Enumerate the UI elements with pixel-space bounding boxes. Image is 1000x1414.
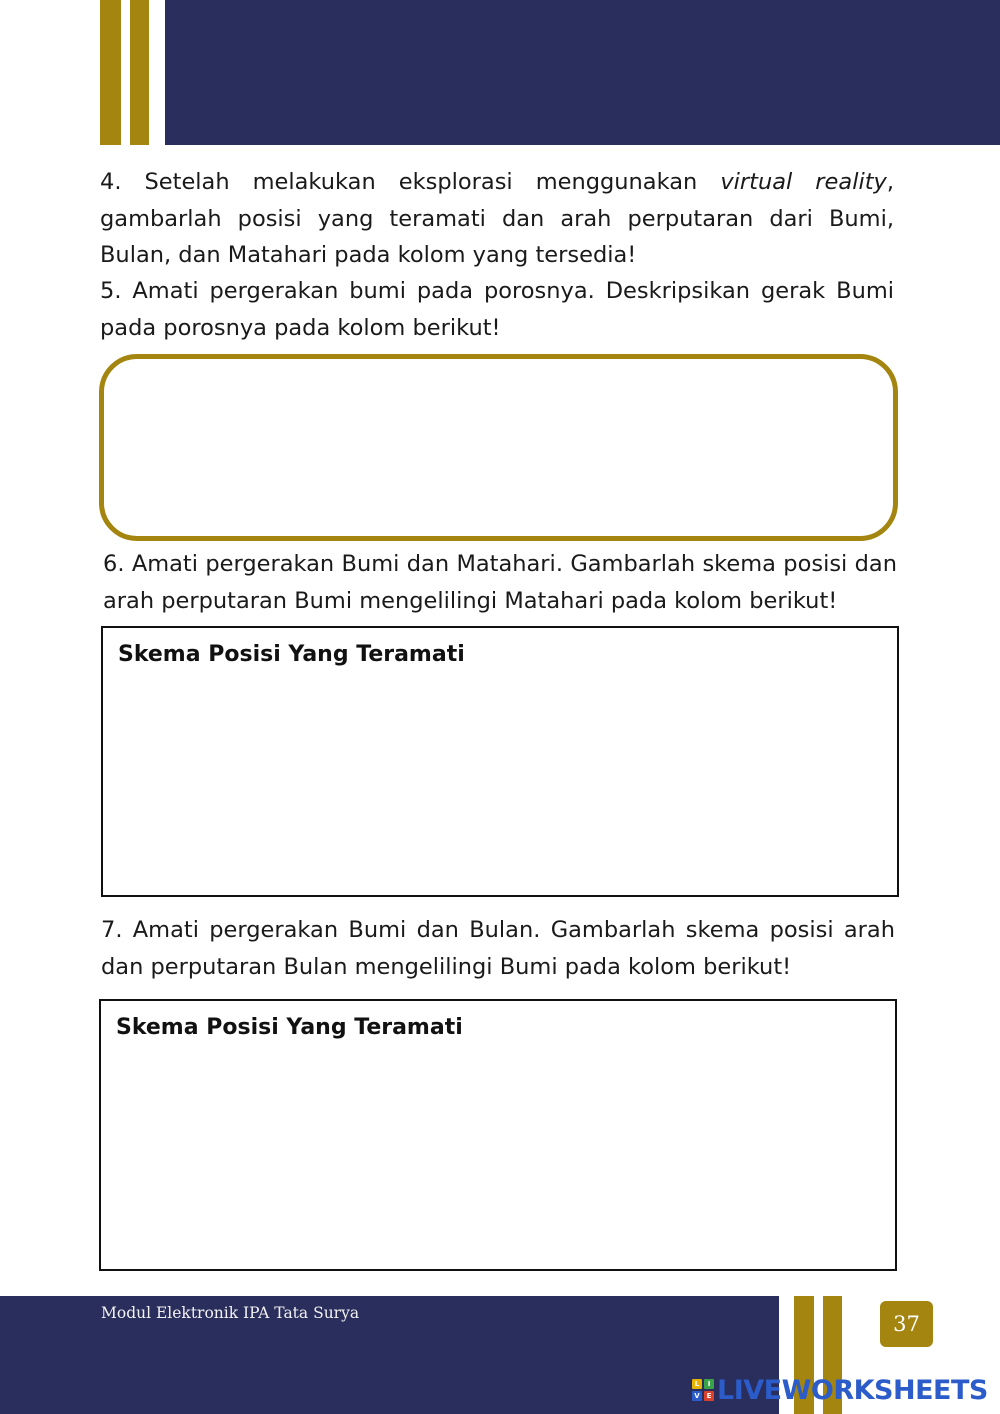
answer-box-q7[interactable] bbox=[99, 999, 897, 1271]
answer-box-q5[interactable] bbox=[99, 354, 898, 541]
question-5: 5. Amati pergerakan bumi pada porosnya. Deskripsikan gerak Bumi pada porosnya pada kolom berikut! bbox=[100, 278, 894, 341]
logo-letter-v: V bbox=[692, 1391, 702, 1401]
logo-letter-e: E bbox=[704, 1391, 714, 1401]
question-4: 4. Setelah melakukan eksplorasi menggunakan virtual reality, gambarlah posisi yang teramati dan arah perputaran dari Bumi, Bulan, dan Matahari pada kolom yang tersedia! bbox=[100, 169, 894, 268]
header-navy-banner bbox=[165, 0, 1000, 145]
logo-letter-l: L bbox=[692, 1379, 702, 1389]
box-q7-title: Skema Posisi Yang Teramati bbox=[116, 1015, 463, 1040]
logo-letter-i: I bbox=[704, 1379, 714, 1389]
header-gold-stripe-left bbox=[100, 0, 121, 145]
liveworksheets-wordmark: LIVEWORKSHEETS bbox=[717, 1374, 988, 1406]
question-4-emphasis: virtual reality bbox=[720, 169, 887, 195]
box-q6-title: Skema Posisi Yang Teramati bbox=[118, 642, 465, 667]
footer-module-title: Modul Elektronik IPA Tata Surya bbox=[101, 1304, 360, 1322]
header-gold-stripe-right bbox=[130, 0, 149, 145]
question-7: 7. Amati pergerakan Bumi dan Bulan. Gambarlah skema posisi arah dan perputaran Bulan mengelilingi Bumi pada kolom berikut! bbox=[101, 917, 895, 980]
page-number-badge: 37 bbox=[880, 1301, 933, 1347]
liveworksheets-logo bbox=[692, 1372, 988, 1408]
question-6: 6. Amati pergerakan Bumi dan Matahari. Gambarlah skema posisi dan arah perputaran Bumi mengelilingi Matahari pada kolom berikut! bbox=[103, 551, 897, 614]
answer-box-q6[interactable] bbox=[101, 626, 899, 897]
liveworksheets-icon bbox=[692, 1379, 714, 1401]
